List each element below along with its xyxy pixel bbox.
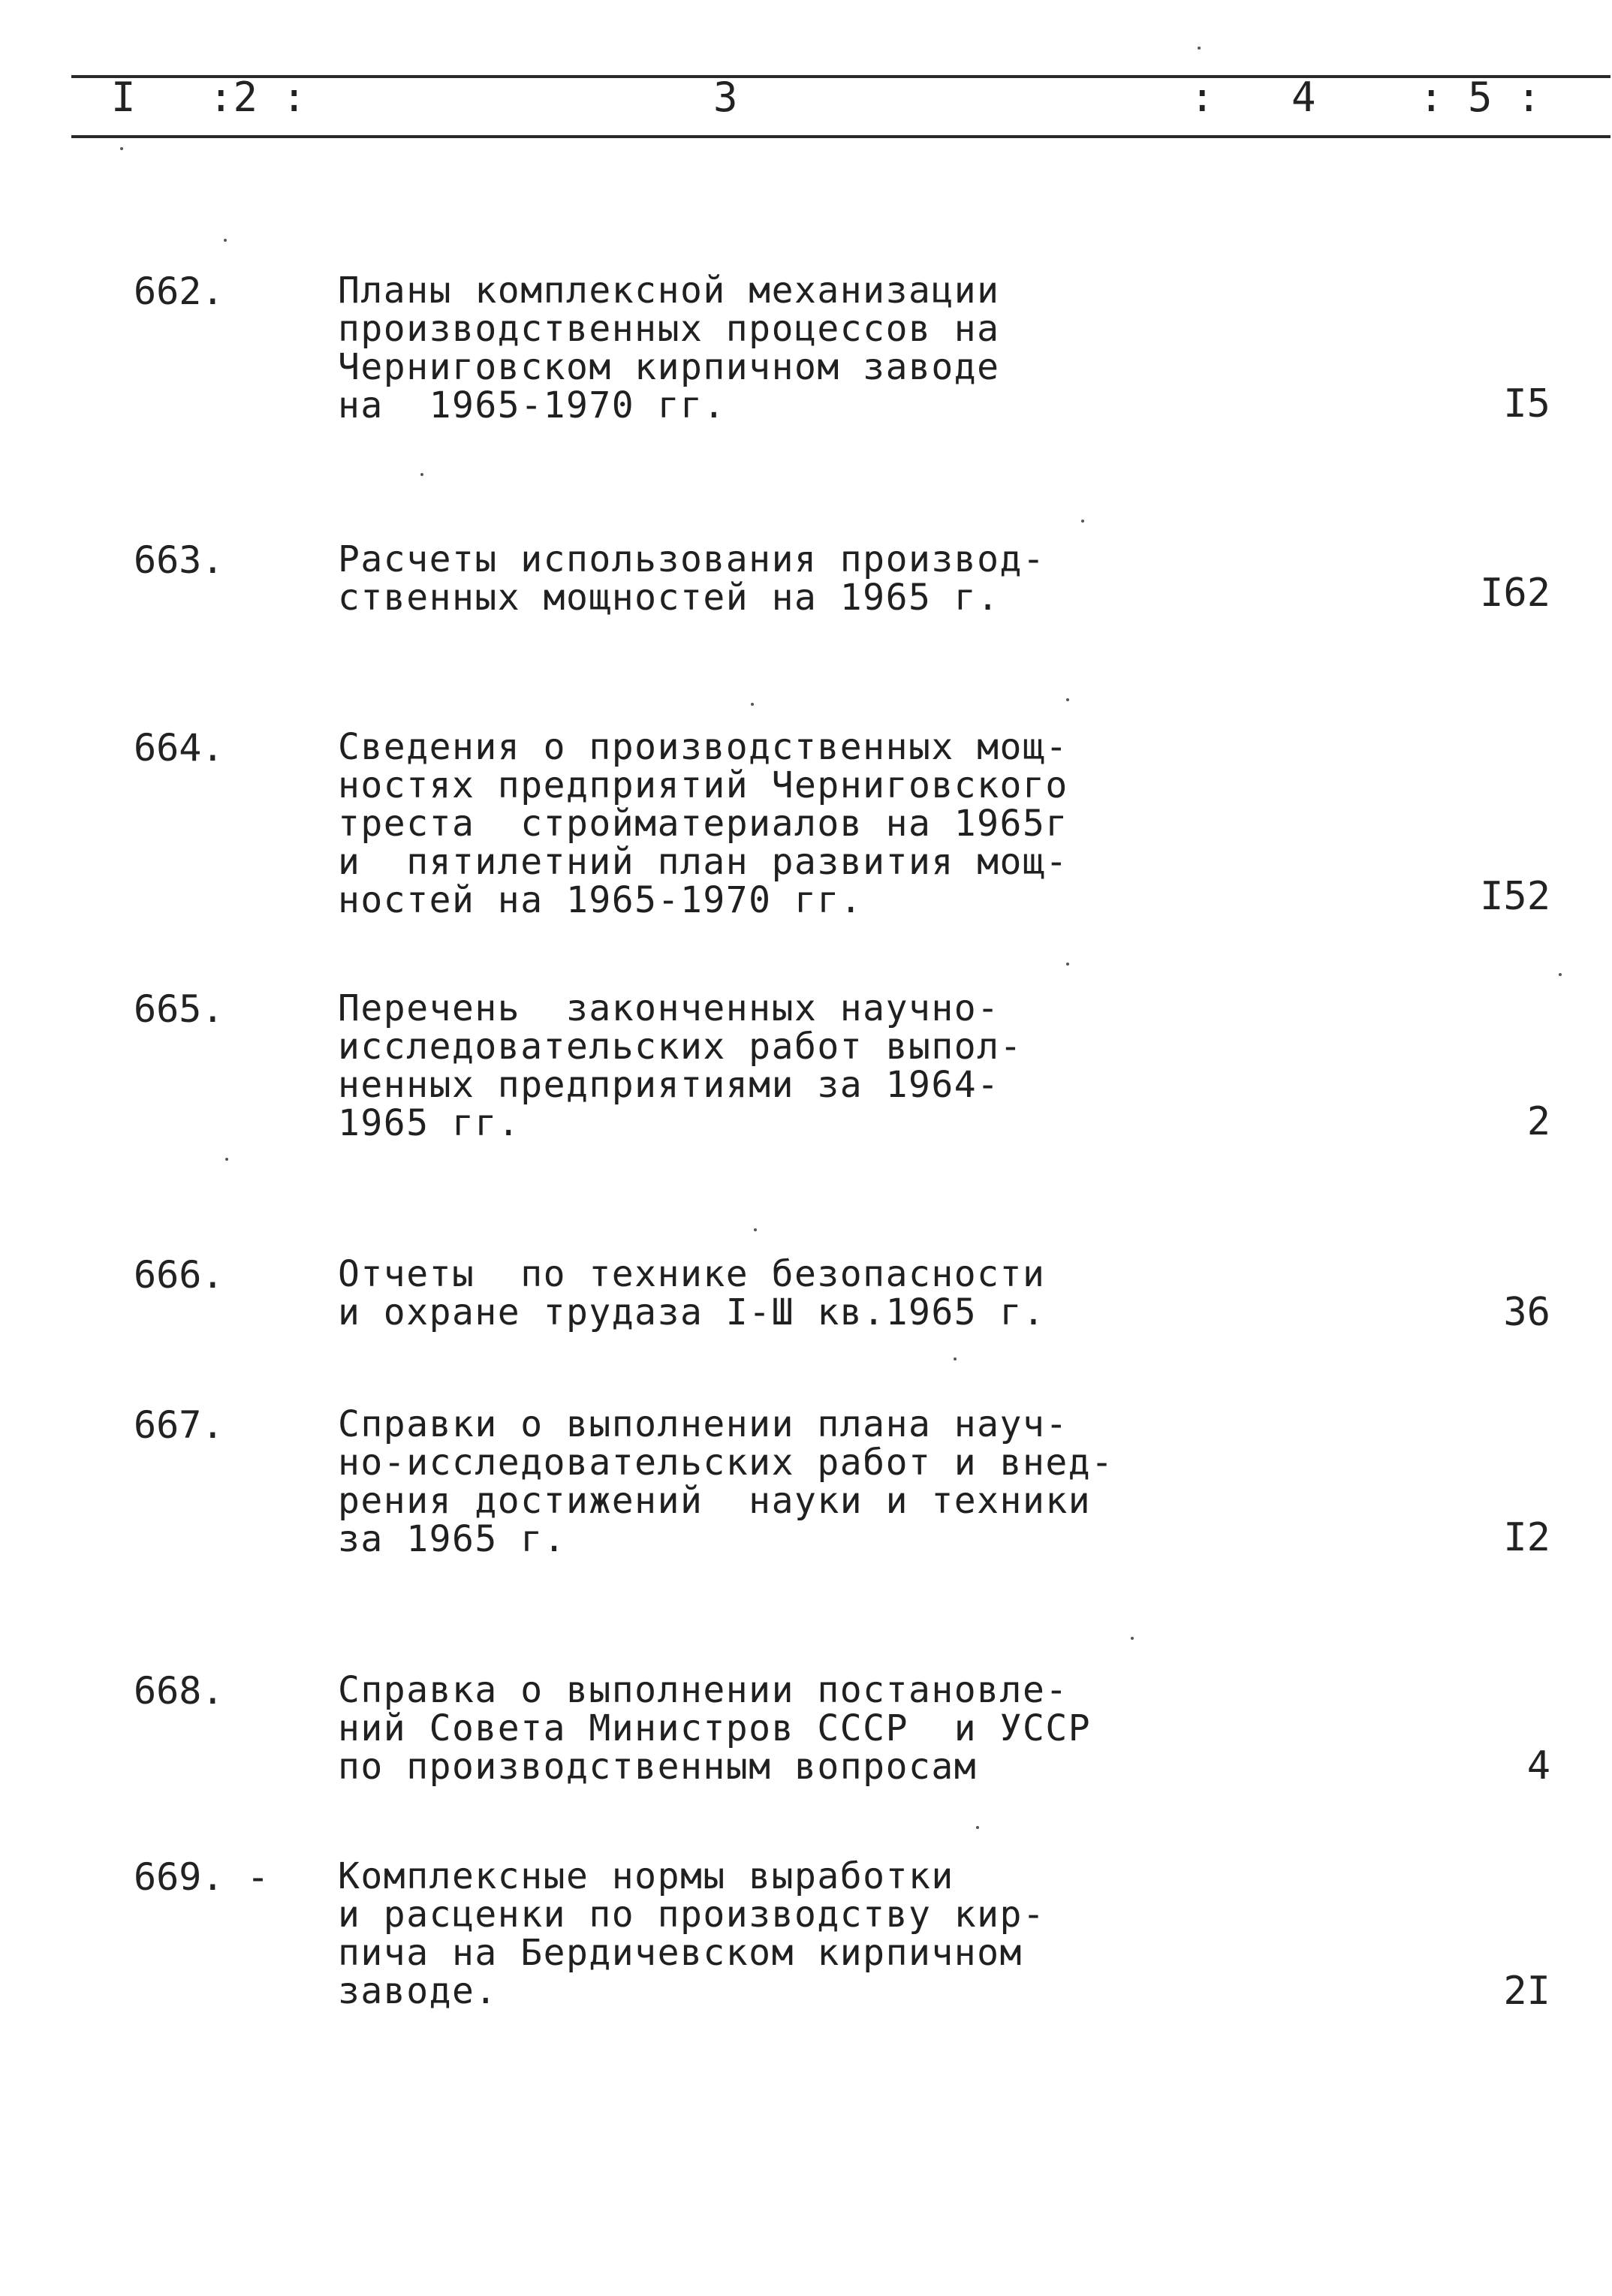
entry-line: Расчеты использования производ-: [338, 538, 1046, 580]
scan-speck: [120, 147, 123, 150]
scan-speck: [1081, 520, 1084, 523]
scan-speck: [1066, 698, 1069, 701]
entry-sheet-count: 4: [1526, 1743, 1550, 1788]
entry-description: [338, 1255, 1224, 1332]
entry-line: на 1965-1970 гг.: [338, 384, 726, 426]
scan-speck: [1066, 963, 1069, 966]
scan-speck: [751, 703, 754, 706]
entry-number: 664.: [134, 726, 224, 770]
entry-line: и пятилетний план развития мощ-: [338, 841, 1068, 883]
entry-line: Черниговском кирпичном заводе: [338, 346, 1000, 388]
header-col-1: I: [111, 74, 136, 121]
entry-line: 1965 гг.: [338, 1102, 521, 1144]
header-separator: :: [1190, 74, 1215, 121]
entry-number: 667.: [134, 1403, 224, 1447]
entry-description: [338, 538, 1224, 619]
header-col-2: :2 :: [209, 74, 307, 121]
scan-speck: [954, 1357, 957, 1360]
scan-speck: [1131, 1637, 1134, 1640]
scan-speck: [1198, 47, 1201, 50]
entry-line: за 1965 г.: [338, 1518, 566, 1560]
entry-line: Сведения о производственных мощ-: [338, 726, 1068, 768]
entry-sheet-count: 2: [1526, 1099, 1550, 1144]
entry-line: по производственным вопросам: [338, 1746, 978, 1788]
entry-number: 668.: [134, 1669, 224, 1713]
entry-number: 662.: [134, 270, 224, 313]
entry-number: 666.: [134, 1253, 224, 1297]
entry-line: Комплексные нормы выработки: [338, 1855, 954, 1897]
entry-sheet-count: I52: [1480, 874, 1550, 919]
entry-line: ненных предприятиями за 1964-: [338, 1064, 1000, 1106]
entry-line: ностях предприятий Черниговского: [338, 764, 1068, 806]
entry-sheet-count: 2I: [1503, 1969, 1550, 2014]
entry-number: 669. -: [134, 1855, 270, 1899]
entry-line: производственных процессов на: [338, 308, 1000, 350]
entry-line: но-исследовательских работ и внед-: [338, 1442, 1114, 1484]
entry-line: рения достижений науки и техники: [338, 1480, 1092, 1522]
entry-line: и расценки по производству кир-: [338, 1894, 1046, 1936]
entry-number: 665.: [134, 987, 224, 1031]
scan-speck: [976, 1826, 979, 1829]
entry-line: пича на Бердичевском кирпичном: [338, 1932, 1023, 1974]
entry-description: [338, 1855, 1224, 2012]
entry-line: ственных мощностей на 1965 г.: [338, 577, 1000, 619]
entry-description: [338, 1671, 1224, 1786]
entry-line: ностей на 1965-1970 гг.: [338, 879, 863, 921]
entry-sheet-count: 36: [1503, 1290, 1550, 1335]
entry-line: и охране трудаза I-Ш кв.1965 г.: [338, 1291, 1046, 1333]
entry-description: [338, 272, 1224, 425]
entry-line: Отчеты по технике безопасности: [338, 1253, 1046, 1295]
entry-line: Планы комплексной механизации: [338, 270, 1000, 312]
header-bottom-rule: [71, 135, 1610, 138]
entry-number: 663.: [134, 538, 224, 582]
entry-line: Перечень законченных научно-: [338, 987, 1000, 1029]
header-col-5: : 5 :: [1419, 74, 1541, 121]
entry-line: исследовательских работ выпол-: [338, 1026, 1023, 1068]
entry-line: ний Совета Министров СССР и УССР: [338, 1707, 1092, 1749]
entry-line: Справка о выполнении постановле-: [338, 1669, 1068, 1711]
scan-speck: [754, 1228, 757, 1231]
entry-description: [338, 987, 1224, 1144]
entry-sheet-count: I62: [1480, 571, 1550, 616]
header-col-4: 4: [1291, 74, 1316, 121]
scan-speck: [1559, 973, 1562, 976]
entry-description: [338, 728, 1224, 920]
scan-speck: [420, 473, 423, 476]
entry-sheet-count: I5: [1503, 381, 1550, 426]
header-col-3: 3: [713, 74, 738, 121]
entry-line: заводе.: [338, 1970, 498, 2012]
scan-speck: [225, 1158, 228, 1161]
scan-speck: [224, 239, 227, 242]
entry-line: треста стройматериалов на 1965г: [338, 803, 1068, 845]
entry-sheet-count: I2: [1503, 1515, 1550, 1560]
entry-line: Справки о выполнении плана науч-: [338, 1403, 1068, 1445]
entry-description: [338, 1403, 1224, 1560]
